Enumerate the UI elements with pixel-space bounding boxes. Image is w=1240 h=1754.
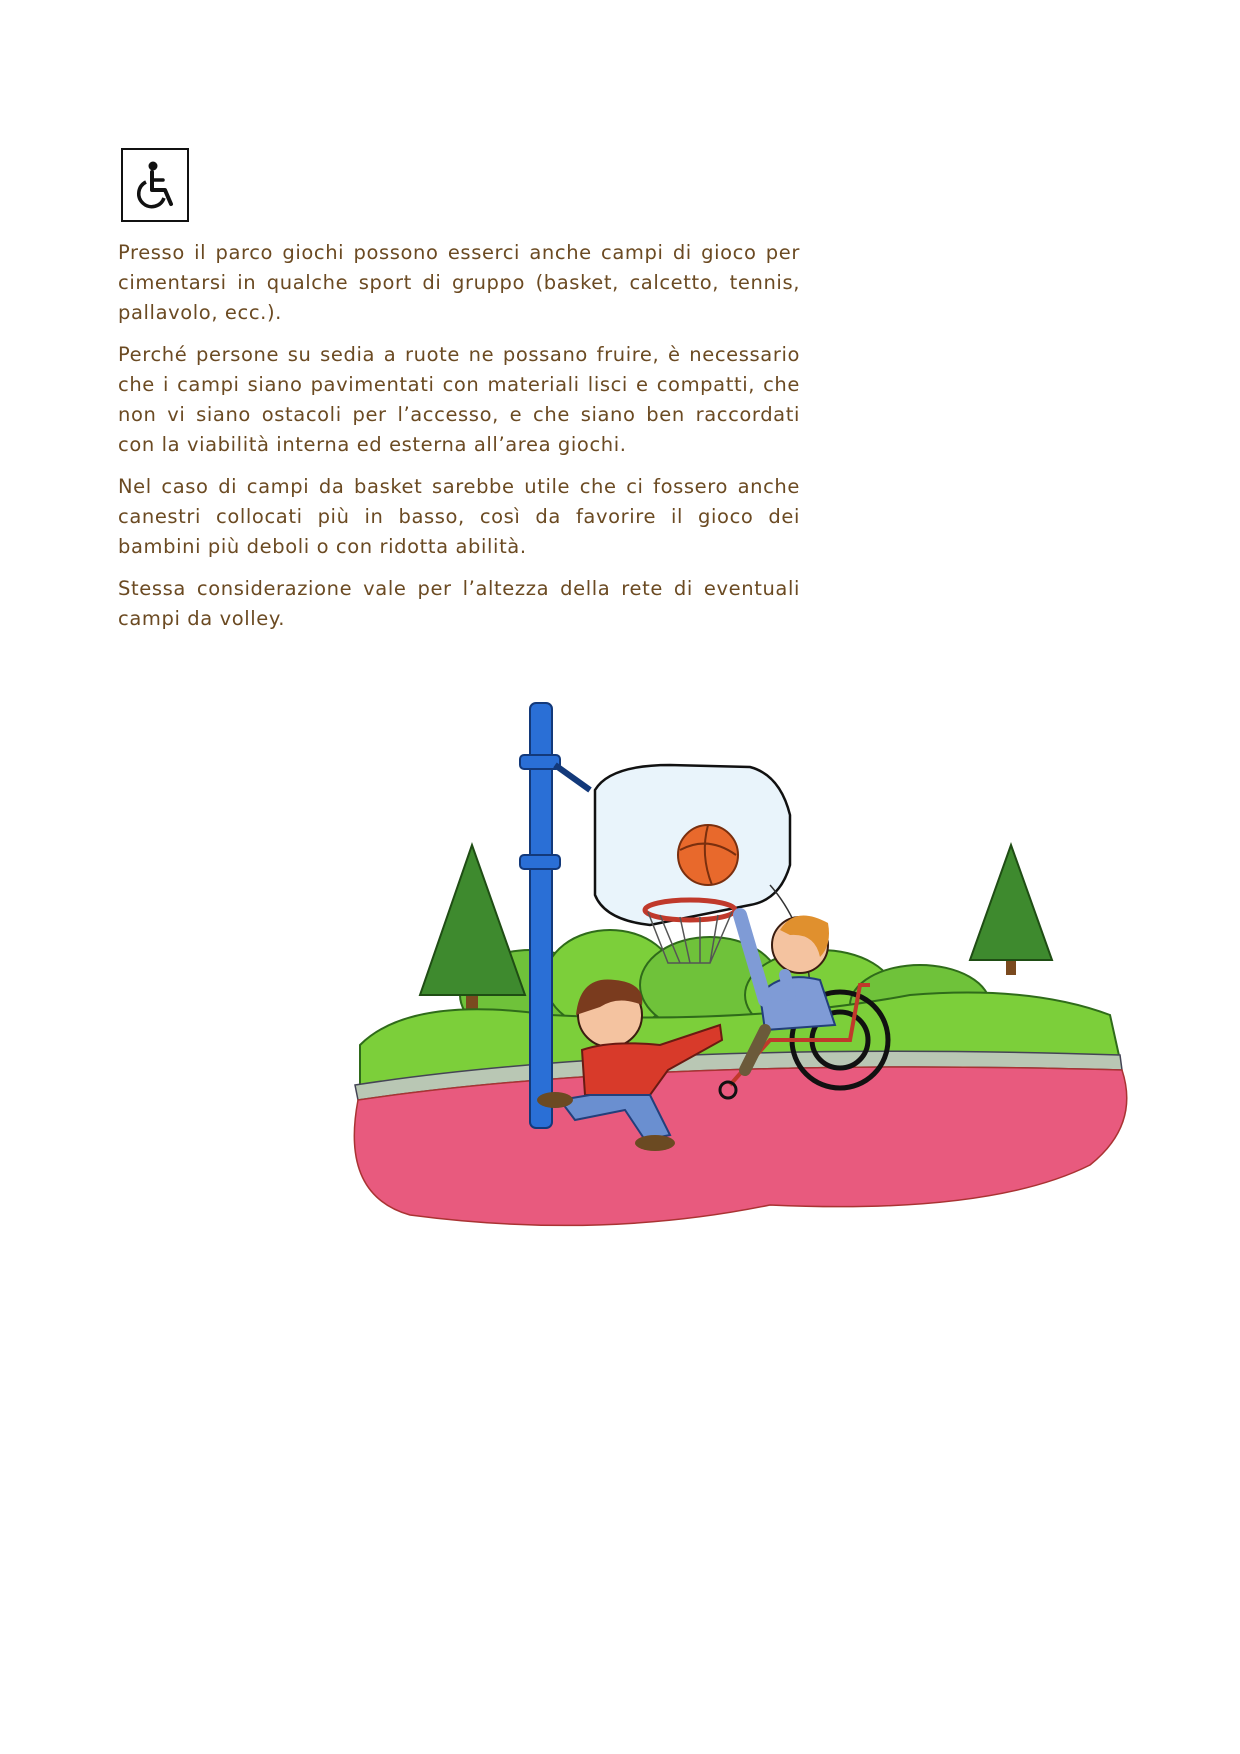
basketball-illustration bbox=[350, 695, 1130, 1280]
court bbox=[354, 1067, 1126, 1225]
paragraph-2: Perché persone su sedia a ruote ne possano fruire, è necessario che i campi siano pavimentati con materiali lisci e compatti, che non vi siano ostacoli per l’accesso, e che siano ben raccordati con la viabilità interna ed esterna all’area giochi. bbox=[118, 343, 800, 456]
wheelchair-accessibility-icon bbox=[121, 148, 189, 222]
tree-right bbox=[970, 845, 1052, 975]
paragraph-4: Stessa considerazione vale per l’altezza della rete di eventuali campi da volley. bbox=[118, 577, 800, 630]
body-text bbox=[118, 238, 800, 646]
paragraph-3: Nel caso di campi da basket sarebbe utile che ci fossero anche canestri collocati più in basso, così da favorire il gioco dei bambini più deboli o con ridotta abilità. bbox=[118, 475, 800, 558]
paragraph-1: Presso il parco giochi possono esserci anche campi di gioco per cimentarsi in qualche sport di gruppo (basket, calcetto, tennis, pallavolo, ecc.). bbox=[118, 241, 800, 324]
tree-left bbox=[420, 845, 525, 1015]
